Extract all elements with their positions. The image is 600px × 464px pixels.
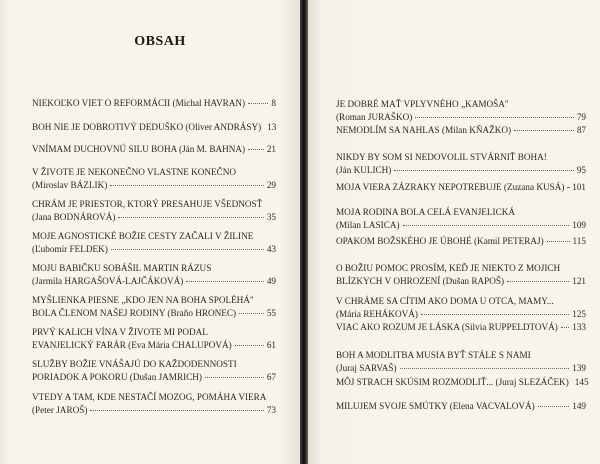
- toc-entry-last-line: [336, 376, 589, 389]
- toc-entry: [32, 294, 276, 320]
- dot-leader: [235, 344, 264, 346]
- toc-entry-text: (Miroslav BÁZLIK): [32, 180, 108, 190]
- toc-entry-last-line: [336, 400, 586, 413]
- toc-entry-last-line: [336, 362, 586, 375]
- dot-leader: [415, 116, 574, 118]
- dot-leader: [248, 102, 268, 104]
- toc-entry-line: [32, 294, 276, 307]
- toc-entry-text: BOH NIE JE DOBROTIVÝ DEDUŠKO (Oliver ANDRÁSY): [32, 122, 262, 132]
- toc-entry-last-line: [336, 275, 586, 288]
- toc-entry-text: MÔJ STRACH SKÚSIM ROZMODLIŤ... (Juraj SLEZÁČEK): [336, 377, 569, 387]
- toc-entry-text: O BOŽIU POMOC PROSÍM, KEĎ JE NIEKTO Z MOJICH: [336, 263, 561, 273]
- toc-page-number: 145: [574, 377, 589, 387]
- toc-page-number: 13: [267, 122, 277, 132]
- toc-entry: [32, 97, 276, 110]
- dot-leader: [110, 184, 264, 186]
- toc-entry: [32, 121, 276, 134]
- toc-entry-text: (Milan LASICA): [336, 220, 400, 230]
- toc-entry-text: MOJA VIERA ZÁZRAKY NEPOTREBUJE (Zuzana KUSÁ): [336, 182, 565, 192]
- toc-entry-line: [336, 349, 586, 362]
- toc-entry-last-line: [32, 143, 276, 156]
- toc-entry: [32, 262, 276, 288]
- toc-entry: [32, 326, 276, 352]
- toc-entry-line: [32, 358, 276, 371]
- toc-entry-last-line: [336, 111, 586, 124]
- toc-page-number: 29: [266, 180, 276, 190]
- toc-entry: [336, 400, 586, 413]
- toc-entry-line: [32, 326, 276, 339]
- toc-page-number: 79: [576, 112, 586, 122]
- dot-leader: [400, 367, 570, 369]
- toc-entry-line: [32, 230, 276, 243]
- toc-page-number: 35: [266, 212, 276, 222]
- toc-entry-text: MOJU BABIČKU SOBÁŠIL MARTIN RÁZUS: [32, 263, 212, 273]
- toc-entry-line: [336, 206, 586, 219]
- toc-entry-text: MILUJEM SVOJE SMÚTKY (Elena VACVALOVÁ): [336, 401, 535, 411]
- toc-entry-text: NIKDY BY SOM SI NEDOVOLIL STVÁRNIŤ BOHA!: [336, 152, 547, 162]
- toc-entry: [336, 262, 586, 288]
- toc-entry: [336, 124, 586, 137]
- dot-leader: [239, 312, 264, 314]
- toc-entry-last-line: [32, 121, 276, 134]
- toc-page-number: 73: [266, 405, 276, 415]
- toc-entry-text: SLUŽBY BOŽIE VNÁŠAJÚ DO KAŽDODENNOSTI: [32, 359, 237, 369]
- toc-entry-last-line: [32, 307, 276, 320]
- toc-entry: [336, 295, 586, 321]
- toc-entry: [32, 166, 276, 192]
- dot-leader: [538, 405, 569, 407]
- toc-entry-last-line: [336, 308, 586, 321]
- toc-entry: [32, 143, 276, 156]
- toc-entry-last-line: [336, 219, 586, 232]
- dot-leader: [567, 186, 569, 188]
- dot-leader: [186, 280, 263, 282]
- toc-entry-line: [336, 151, 586, 164]
- toc-page-number: 8: [271, 98, 276, 108]
- toc-entry: [32, 198, 276, 224]
- toc-page-number: 49: [266, 276, 276, 286]
- toc-entry-line: [32, 166, 276, 179]
- toc-entry-text: MYŠLIENKA PIESNE „KDO JEN NA BOHA SPOLÉHÁ": [32, 295, 254, 305]
- toc-entry-text: NIEKOĽKO VIET O REFORMÁCII (Michal HAVRAN): [32, 98, 246, 108]
- toc-page-number: 115: [572, 236, 586, 246]
- toc-entry-line: [32, 198, 276, 211]
- toc-entry-line: [336, 262, 586, 275]
- toc-page-number: 43: [266, 244, 276, 254]
- toc-entry-text: PORIADOK A POKORU (Dušan JAMRICH): [32, 372, 202, 382]
- toc-page-number: 21: [266, 144, 276, 154]
- toc-entry-line: [32, 262, 276, 275]
- toc-entry-text: NEMODLÍM SA NAHLAS (Milan KŇAŽKO): [336, 125, 512, 135]
- toc-entry-text: OPAKOM BOŽSKÉHO JE ÚBOHÉ (Kamil PETERAJ): [336, 236, 544, 246]
- toc-page-number: 133: [572, 322, 586, 332]
- toc-entry-text: VNÍMAM DUCHOVNÚ SILU BOHA (Ján M. BAHNA): [32, 144, 246, 154]
- toc-entry-last-line: [32, 243, 276, 256]
- toc-entry-text: MOJE AGNOSTICKÉ BOŽIE CESTY ZAČALI V ŽILINE: [32, 231, 254, 241]
- toc-entry: [336, 98, 586, 124]
- toc-entry: [32, 230, 276, 256]
- toc-entry-last-line: [336, 124, 586, 137]
- toc-entry: [32, 391, 276, 417]
- dot-leader: [547, 240, 570, 242]
- toc-entry: [336, 321, 586, 334]
- toc-entry: [336, 206, 586, 232]
- toc-page-number: 139: [572, 363, 586, 373]
- toc-entry-last-line: [32, 179, 276, 192]
- toc-entry-text: BOH A MODLITBA MUSIA BYŤ STÁLE S NAMI: [336, 350, 531, 360]
- toc-entry: [336, 349, 586, 375]
- toc-entry-line: [336, 98, 586, 111]
- toc-entry-text: PRVÝ KALICH VÍNA V ŽIVOTE MI PODAL: [32, 327, 208, 337]
- dot-leader: [514, 129, 574, 131]
- toc-entry-last-line: [32, 275, 276, 288]
- toc-entry-line: [336, 295, 586, 308]
- toc-page-number: 125: [572, 309, 586, 319]
- dot-leader: [118, 216, 263, 218]
- toc-entry-text: (Jarmila HARGAŠOVÁ-LAJČÁKOVÁ): [32, 276, 184, 286]
- dot-leader: [561, 326, 569, 328]
- toc-entry-text: (Juraj SARVAŠ): [336, 363, 397, 373]
- toc-entry-text: JE DOBRÉ MAŤ VPLYVNÉHO „KAMOŠA": [336, 99, 509, 109]
- toc-entry-text: VTEDY A TAM, KDE NESTAČÍ MOZOG, POMÁHA VIERA: [32, 392, 267, 402]
- book-gutter: [300, 0, 308, 464]
- dot-leader: [421, 313, 569, 315]
- toc-entry-last-line: [32, 339, 276, 352]
- toc-entry-last-line: [32, 404, 276, 417]
- toc-page-number: 95: [576, 165, 586, 175]
- toc-entry-last-line: [336, 321, 586, 334]
- toc-entry-text: (Peter JAROŠ): [32, 405, 88, 415]
- toc-entry-text: BOLA ČLENOM NAŠEJ RODINY (Braňo HRONEC): [32, 308, 237, 318]
- dot-leader: [394, 169, 573, 171]
- toc-page-number: 61: [266, 340, 276, 350]
- toc-entry-text: MOJA RODINA BOLA CELÁ EVANJELICKÁ: [336, 207, 515, 217]
- toc-entry: [32, 358, 276, 384]
- toc-entry-text: CHRÁM JE PRIESTOR, KTORÝ PRESAHUJE VŠEDNOSŤ: [32, 199, 263, 209]
- toc-entry-text: VIAC AKO ROZUM JE LÁSKA (Silvia RUPPELDTOVÁ): [336, 322, 558, 332]
- page-title: OBSAH: [134, 34, 186, 49]
- toc-page-number: 149: [572, 401, 586, 411]
- toc-entry-line: [32, 391, 276, 404]
- toc-entry-text: (Roman JURAŠKO): [336, 112, 413, 122]
- toc-entry: [336, 376, 589, 389]
- toc-page-number: 109: [572, 220, 586, 230]
- toc-entry-text: (Jana BODNÁROVÁ): [32, 212, 116, 222]
- dot-leader: [507, 280, 569, 282]
- toc-page-number: 87: [576, 125, 586, 135]
- toc-entry-text: (Mária REHÁKOVÁ): [336, 309, 418, 319]
- dot-leader: [248, 148, 264, 150]
- toc-entry-last-line: [32, 371, 276, 384]
- toc-page-number: 121: [572, 276, 586, 286]
- toc-page-number: 101: [572, 182, 586, 192]
- toc-entry-last-line: [336, 181, 586, 194]
- toc-entry: [336, 151, 586, 177]
- toc-entry-last-line: [336, 164, 586, 177]
- toc-entry-text: (Ján KULICH): [336, 165, 392, 175]
- dot-leader: [403, 224, 570, 226]
- dot-leader: [90, 409, 263, 411]
- toc-entry-last-line: [32, 97, 276, 110]
- right-page: [308, 0, 600, 464]
- toc-entry-last-line: [32, 211, 276, 224]
- dot-leader: [205, 376, 264, 378]
- toc-entry-text: (Ľubomír FELDEK): [32, 244, 108, 254]
- toc-entry-text: EVANJELICKÝ FARÁR (Eva Mária CHALUPOVÁ): [32, 340, 232, 350]
- toc-entry-text: V CHRÁME SA CÍTIM AKO DOMA U OTCA, MAMY...: [336, 296, 554, 306]
- toc-entry-text: BLÍZKYCH V OHROZENÍ (Dušan RAPOŠ): [336, 276, 505, 286]
- toc-page-number: 55: [266, 308, 276, 318]
- toc-page-number: 67: [266, 372, 276, 382]
- dot-leader: [111, 248, 264, 250]
- toc-entry: [336, 181, 586, 194]
- toc-entry-last-line: [336, 235, 586, 248]
- toc-entry: [336, 235, 586, 248]
- toc-entry-text: V ŽIVOTE JE NEKONEČNO VLASTNE KONEČNO: [32, 167, 237, 177]
